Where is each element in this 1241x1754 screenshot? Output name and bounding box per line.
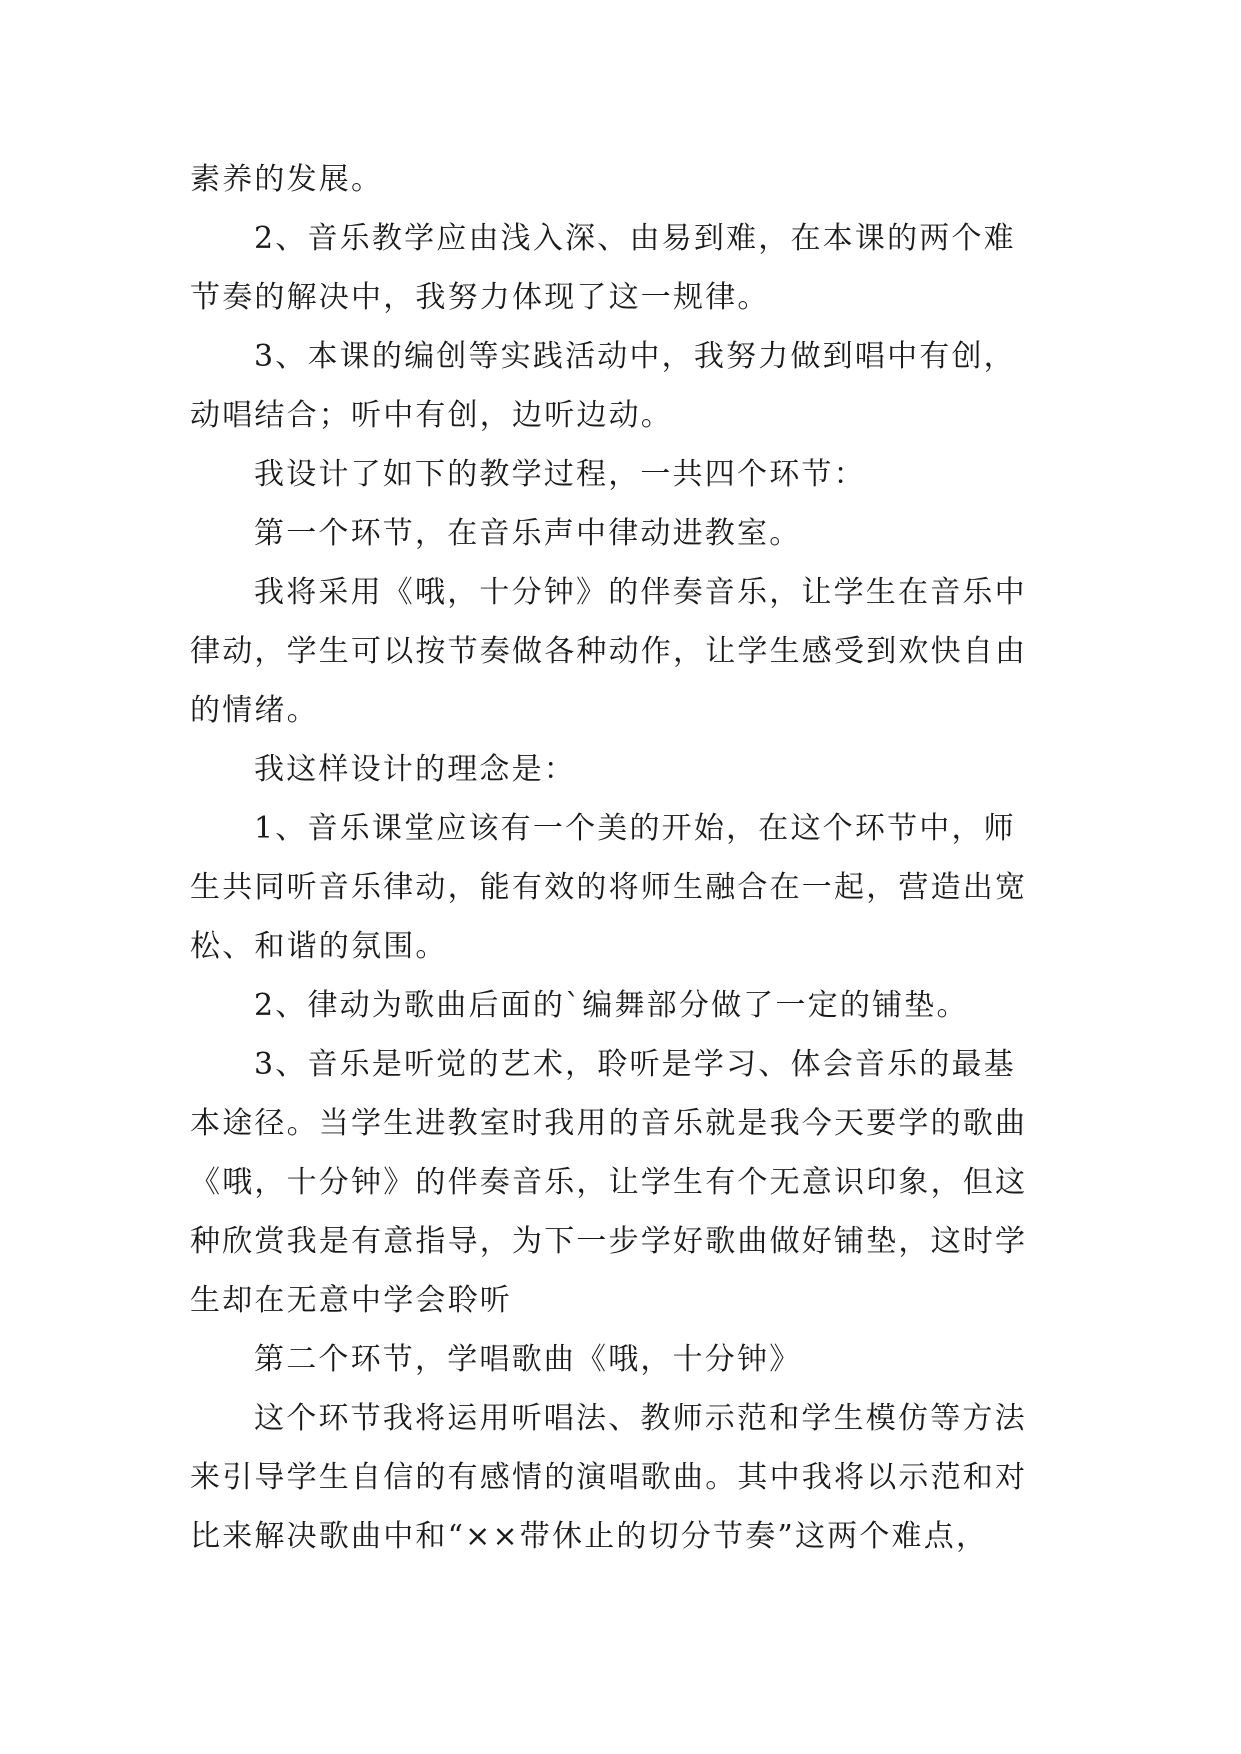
text-line: 松、和谐的氛围。 [190,929,448,964]
text-line: 来引导学生自信的有感情的演唱歌曲。其中我将以示范和对 [190,1460,1028,1495]
text-line: 1、音乐课堂应该有一个美的开始，在这个环节中，师 [254,811,1016,846]
text-line: 《哦，十分钟》的伴奏音乐，让学生有个无意识印象，但这 [190,1165,1028,1200]
text-line: 我设计了如下的教学过程，一共四个环节： [254,457,866,492]
text-line: 的情绪。 [190,693,319,728]
text-line: 动唱结合；听中有创，边听边动。 [190,398,673,433]
text-line: 节奏的解决中，我努力体现了这一规律。 [190,280,770,315]
text-line: 本途径。当学生进教室时我用的音乐就是我今天要学的歌曲 [190,1106,1028,1141]
text-line: 2、律动为歌曲后面的`编舞部分做了一定的铺垫。 [254,988,969,1023]
text-line: 3、音乐是听觉的艺术，聆听是学习、体会音乐的最基 [254,1047,1016,1082]
text-line: 我这样设计的理念是： [254,752,576,787]
text-line: 生却在无意中学会聆听 [190,1283,512,1318]
text-line: 我将采用《哦，十分钟》的伴奏音乐，让学生在音乐中 [254,575,1027,610]
text-line: 素养的发展。 [190,162,384,197]
text-line: 2、音乐教学应由浅入深、由易到难，在本课的两个难 [254,221,1016,256]
text-line: 第二个环节，学唱歌曲《哦，十分钟》 [254,1342,802,1377]
text-line: 生共同听音乐律动，能有效的将师生融合在一起，营造出宽 [190,870,1028,905]
document-page [190,150,1060,1566]
text-line: 比来解决歌曲中和“××带休止的切分节奏”这两个难点， [190,1519,989,1554]
text-line: 这个环节我将运用听唱法、教师示范和学生模仿等方法 [254,1401,1027,1436]
text-line: 第一个环节，在音乐声中律动进教室。 [254,516,802,551]
text-line: 3、本课的编创等实践活动中，我努力做到唱中有创， [254,339,1016,374]
text-line: 律动，学生可以按节奏做各种动作，让学生感受到欢快自由 [190,634,1028,669]
text-line: 种欣赏我是有意指导，为下一步学好歌曲做好铺垫，这时学 [190,1224,1028,1259]
